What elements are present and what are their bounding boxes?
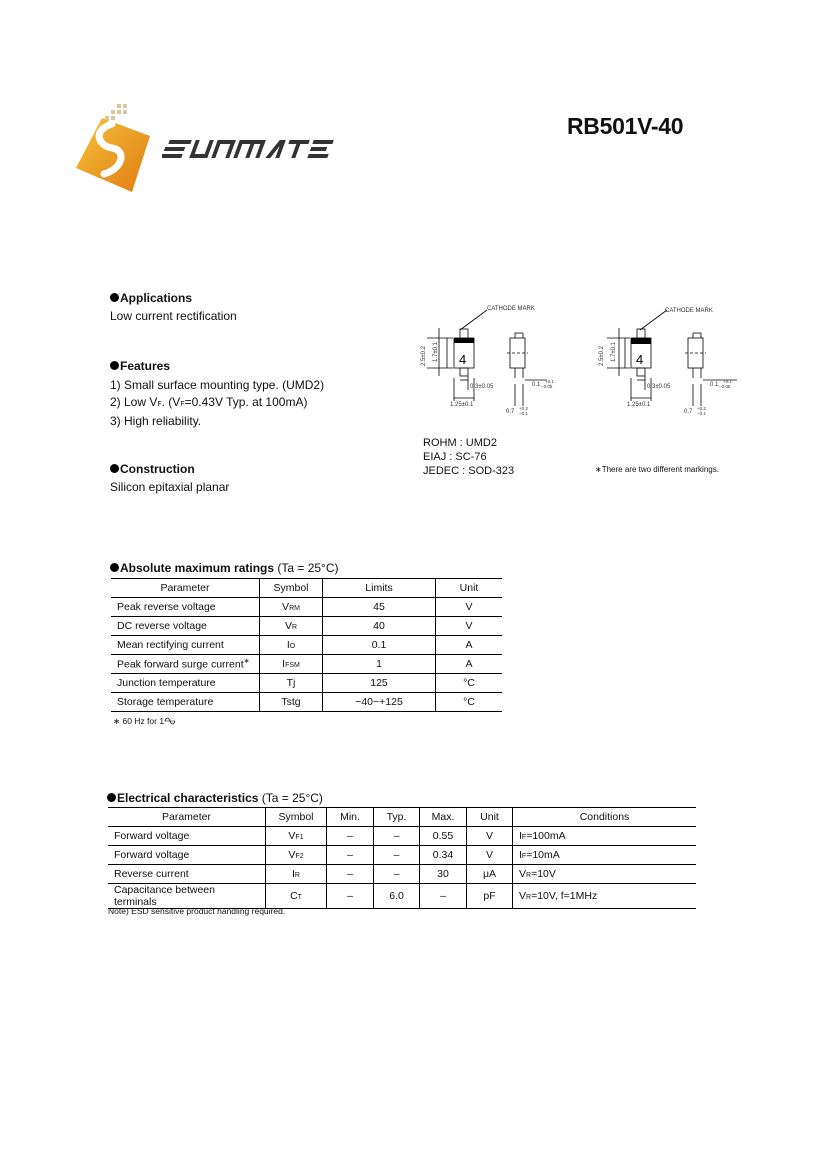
bullet-dot-icon: [110, 464, 119, 473]
abs-max-table: [111, 578, 502, 712]
marking-code-right: 4: [636, 352, 644, 367]
applications-text: Low current rectification: [110, 309, 237, 323]
cathode-mark-label-left: CATHODE MARK: [487, 306, 535, 312]
table-row: Mean rectifying current IO 0.1 A: [111, 636, 502, 655]
table-header-row: Parameter Symbol Min. Typ. Max. Unit Conditions: [108, 808, 696, 827]
bullet-dot-icon: [107, 793, 116, 802]
table-row: Forward voltage VF2 – – 0.34 V IF=10mA: [108, 846, 696, 865]
cathode-band-left: [454, 338, 474, 343]
bullet-dot-icon: [110, 293, 119, 302]
jedec-package: JEDEC : SOD-323: [423, 465, 515, 477]
features-heading: Features: [110, 359, 324, 373]
eiaj-package: EIAJ : SC-76: [423, 451, 487, 463]
features-section: [110, 359, 324, 430]
half-sine-wave-icon: [164, 716, 176, 725]
dim-thick-tol-minus-right: −0.05: [719, 384, 731, 389]
brand-logo-mark: [70, 100, 170, 195]
dim-len-tol-minus-left: −0.1: [519, 411, 528, 416]
table-header-row: Parameter Symbol Limits Unit: [111, 579, 502, 598]
construction-section: [110, 462, 229, 496]
marking-code-left: 4: [459, 352, 467, 367]
cathode-band-right: [631, 338, 651, 344]
applications-heading: Applications: [110, 291, 237, 305]
cathode-mark-label-right: CATHODE MARK: [665, 308, 713, 314]
dim-thick-right: 0.1: [710, 382, 719, 388]
feature-item-3: 3) High reliability.: [110, 414, 202, 428]
markings-note: ∗There are two different markings.: [595, 465, 719, 474]
dim-len-tol-minus-right: −0.1: [697, 411, 706, 416]
electrical-heading: Electrical characteristics (Ta = 25°C): [107, 789, 323, 807]
dim-height-left: 2.5±0.2: [421, 346, 427, 366]
esd-note: Note) ESD sensitive product handling required.: [108, 906, 286, 916]
construction-heading: Construction: [110, 462, 229, 476]
brand-name: [162, 134, 167, 135]
feature-item-2: 2) Low VF. (VF=0.43V Typ. at 100mA): [110, 395, 308, 409]
table-row: DC reverse voltage VR 40 V: [111, 617, 502, 636]
brand-logo-text: [162, 134, 337, 164]
package-outline-drawing: [415, 298, 745, 423]
bullet-dot-icon: [110, 563, 119, 572]
table-row: Capacitance between terminals CT – 6.0 – pF VR=10V, f=1MHz: [108, 884, 696, 909]
dim-height-right: 2.5±0.2: [599, 346, 605, 366]
dim-len-right: 0.7: [684, 409, 693, 415]
dim-width-right: 1.25±0.1: [627, 402, 651, 408]
table-row: Peak forward surge current∗ IFSM 1 A: [111, 655, 502, 674]
construction-text: Silicon epitaxial planar: [110, 480, 230, 494]
bullet-dot-icon: [110, 361, 119, 370]
dim-thick-tol-plus-left: +0.1: [545, 379, 554, 384]
dim-body-right: 1.7±0.1: [611, 342, 617, 362]
table-row: Forward voltage VF1 – – 0.55 V IF=100mA: [108, 827, 696, 846]
dim-lead-width-left: 0.3±0.05: [470, 384, 494, 390]
package-standards: [423, 436, 514, 478]
dim-thick-left: 0.1: [532, 382, 541, 388]
dim-len-left: 0.7: [506, 409, 515, 415]
dim-width-left: 1.25±0.1: [450, 402, 474, 408]
applications-section: [110, 291, 237, 325]
dim-body-left: 1.7±0.1: [433, 342, 439, 362]
dim-thick-tol-plus-right: +0.1: [723, 379, 732, 384]
table-row: Junction temperature Tj 125 °C: [111, 674, 502, 693]
dim-lead-width-right: 0.3±0.05: [647, 384, 671, 390]
table-row: Peak reverse voltage VRM 45 V: [111, 598, 502, 617]
abs-max-heading: Absolute maximum ratings (Ta = 25°C): [110, 559, 339, 577]
rohm-package: ROHM : UMD2: [423, 437, 497, 449]
table-row: Reverse current IR – – 30 μA VR=10V: [108, 865, 696, 884]
table-row: Storage temperature Tstg −40~+125 °C: [111, 693, 502, 712]
electrical-table: [108, 807, 696, 909]
abs-max-footnote: ∗ 60 Hz for 1: [113, 716, 176, 727]
dim-len-tol-plus-left: +0.2: [519, 406, 528, 411]
part-number-title: RB501V-40: [567, 113, 684, 139]
feature-item-1: 1) Small surface mounting type. (UMD2): [110, 378, 325, 392]
dim-len-tol-plus-right: +0.2: [697, 406, 706, 411]
dim-thick-tol-minus-left: −0.05: [541, 384, 553, 389]
